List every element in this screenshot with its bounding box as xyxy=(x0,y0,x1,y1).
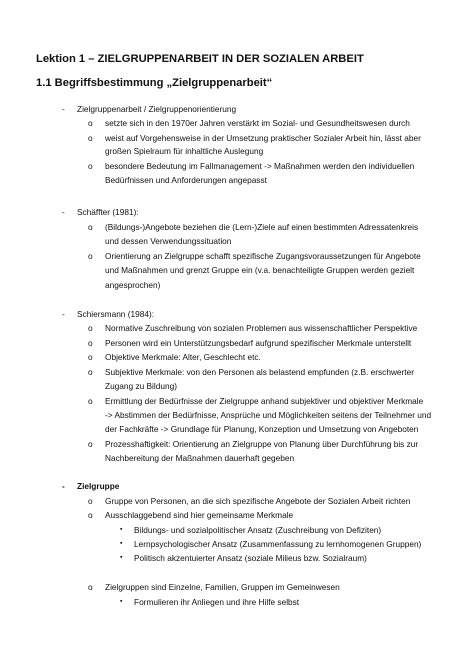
circle-bullet: o xyxy=(88,396,93,406)
s2-line-4: und Maßnahmen und grenzt Gruppe ein (v.a. benachteiligte Gruppen werden gezielt xyxy=(105,265,415,275)
dash-bullet: - xyxy=(62,481,65,491)
square-bullet: ▪ xyxy=(120,598,123,605)
s1-title: Zielgruppenarbeit / Zielgruppenorientierung xyxy=(77,104,237,114)
s1-line-1: setzte sich in den 1970er Jahren verstärkt im Sozial- und Gesundheitswesen durch xyxy=(105,118,410,128)
s1-line-3: großen Spielraum für inhaltliche Auslegung xyxy=(105,146,264,156)
circle-bullet: o xyxy=(88,133,93,143)
s4-line-3: Bildungs- und sozialpolitischer Ansatz (Zuschreibung von Defiziten) xyxy=(134,525,382,535)
square-bullet: ▪ xyxy=(120,526,123,533)
circle-bullet: o xyxy=(88,439,93,449)
s3-line-1: Normative Zuschreibung von sozialen Problemen aus wissenschaftlicher Perspektive xyxy=(105,323,418,333)
s2-line-1: (Bildungs-)Angebote beziehen die (Lern-)Ziele auf einen bestimmten Adressatenkreis xyxy=(105,222,419,232)
s3-title: Schiersmann (1984): xyxy=(77,309,155,319)
dash-bullet: - xyxy=(62,309,65,319)
circle-bullet: o xyxy=(88,496,93,506)
circle-bullet: o xyxy=(88,510,93,520)
dash-bullet: - xyxy=(62,207,65,217)
s2-line-3: Orientierung an Zielgruppe schafft spezifische Zugangsvoraussetzungen für Angebote xyxy=(105,251,421,261)
lesson-heading: Lektion 1 – ZIELGRUPPENARBEIT IN DER SOZIALEN ARBEIT xyxy=(36,53,364,65)
circle-bullet: o xyxy=(88,338,93,348)
dash-bullet: - xyxy=(62,104,65,114)
s3-line-6: Ermittlung der Bedürfnisse der Zielgruppe anhand subjektiver und objektiver Merkmale xyxy=(105,396,424,406)
s3-line-10: Nachbereitung der Maßnahmen dauerhaft gegeben xyxy=(105,453,295,463)
s3-line-2: Personen wird ein Unterstützungsbedarf aufgrund spezifischer Merkmale unterstellt xyxy=(105,338,412,348)
s1-line-4: besondere Bedeutung im Fallmanagement -> Maßnahmen werden den individuellen xyxy=(105,161,415,171)
square-bullet: ▪ xyxy=(120,554,123,561)
s3-line-7: -> Abstimmen der Bedürfnisse, Ansprüche und Möglichkeiten seitens der Teilnehmer und xyxy=(105,410,432,420)
s3-line-9: Prozesshaftigkeit: Orientierung an Zielgruppe von Planung über Durchführung bis zur xyxy=(105,439,419,449)
s4-title: Zielgruppe xyxy=(77,481,120,491)
s2-line-2: und dessen Verwendungssituation xyxy=(105,236,232,246)
s2-title: Schäffter (1981): xyxy=(77,207,139,217)
s4-line-6: Zielgruppen sind Einzelne, Familien, Gruppen im Gemeinwesen xyxy=(105,582,340,592)
circle-bullet: o xyxy=(88,251,93,261)
s3-line-3: Objektive Merkmale: Alter, Geschlecht etc. xyxy=(105,352,261,362)
square-bullet: ▪ xyxy=(120,540,123,547)
s4-line-4: Lernpsychologischer Ansatz (Zusammenfassung zu lernhomogenen Gruppen) xyxy=(134,539,422,549)
circle-bullet: o xyxy=(88,222,93,232)
s4-line-2: Ausschlaggebend sind hier gemeinsame Merkmale xyxy=(105,510,294,520)
s3-line-5: Zugang zu Bildung) xyxy=(105,381,177,391)
s1-line-2: weist auf Vorgehensweise in der Umsetzung praktischer Sozialer Arbeit hin, lässt aber xyxy=(105,133,421,143)
s1-line-5: Bedürfnissen und Anforderungen angepasst xyxy=(105,175,267,185)
s4-line-1: Gruppe von Personen, an die sich spezifische Angebote der Sozialen Arbeit richten xyxy=(105,496,411,506)
circle-bullet: o xyxy=(88,161,93,171)
circle-bullet: o xyxy=(88,352,93,362)
section-heading: 1.1 Begriffsbestimmung „Zielgruppenarbeit“ xyxy=(36,77,273,89)
circle-bullet: o xyxy=(88,582,93,592)
s4-line-7: Formulieren ihr Anliegen und ihre Hilfe selbst xyxy=(134,597,300,607)
s3-line-8: der Fachkräfte -> Grundlage für Planung, Konzeption und Umsetzung von Angeboten xyxy=(105,424,419,434)
circle-bullet: o xyxy=(88,323,93,333)
circle-bullet: o xyxy=(88,118,93,128)
s3-line-4: Subjektive Merkmale: von den Personen als belastend empfunden (z.B. erschwerter xyxy=(105,367,414,377)
s2-line-5: angesprochen) xyxy=(105,280,161,290)
circle-bullet: o xyxy=(88,367,93,377)
s4-line-5: Politisch akzentuierter Ansatz (soziale Milieus bzw. Sozialraum) xyxy=(134,553,367,563)
